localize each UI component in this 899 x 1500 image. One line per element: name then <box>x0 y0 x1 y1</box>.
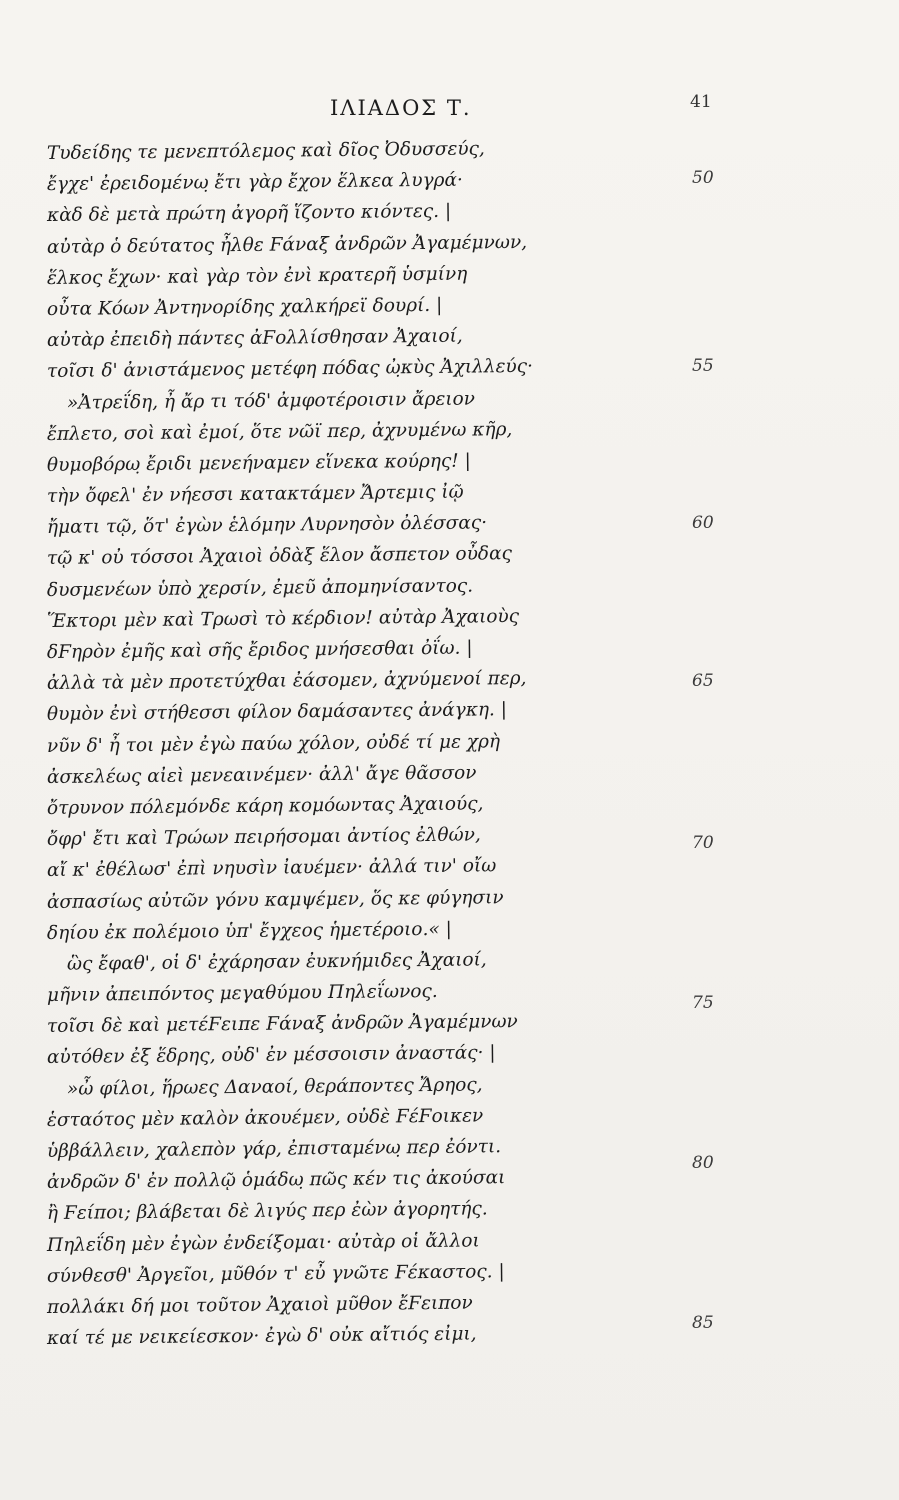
running-head-title: ΙΛΙΑΔΟΣ Τ. <box>330 96 472 120</box>
line-number: 75 <box>692 993 714 1013</box>
verse-line: ὄφρ' ἔτι καὶ Τρώων πειρήσομαι ἀντίος ἐλθών, <box>46 824 481 851</box>
verse-line: τοῖσι δ' ἀνιστάμενος μετέφη πόδας ὠ̣κὺς Ἀχιλλεύς· <box>46 356 534 383</box>
line-number: 55 <box>692 356 714 376</box>
page-number: 41 <box>690 92 712 112</box>
verse-line: Τυδείδης τε μενεπτόλεμος καὶ δῖος Ὀδυσσεύς, <box>46 138 485 164</box>
verse-line: ὑββάλλειν, χαλεπὸν γάρ, ἐπισταμένω̣ περ ἐόντι. <box>46 1136 502 1162</box>
verse-line: ἢ Ϝείποι; βλάβεται δὲ λιγύς περ ἐὼν ἀγορητής. <box>46 1198 488 1225</box>
verse-line: τῷ κ' οὐ τόσσοι Ἀχαιοὶ ὀδὰξ ἕλον ἄσπετον οὖδας <box>46 543 512 570</box>
verse-line: τὴν ὄφελ' ἐν νήεσσι κατακτάμεν Ἄρτεμις ἰῷ <box>46 481 464 508</box>
line-number: 65 <box>692 671 714 691</box>
verse-line: οὖτα Κόων Ἀντηνορίδης χαλκήρεϊ δουρί. | <box>46 294 443 320</box>
verse-line: τοῖσι δὲ καὶ μετέϜειπε Ϝάναξ ἀνδρῶν Ἀγαμέμνων <box>46 1011 518 1038</box>
verse-line: νῦν δ' ἦ τοι μὲν ἐγὼ παύω χόλον, οὐδέ τί με χρὴ <box>46 730 501 757</box>
verse-line: θυμοβόρω̣ ἔριδι μενεήναμεν εἵνεκα κούρης! | <box>46 450 471 476</box>
verse-line: ἔγχε' ἐρειδομένω̣ ἔτι γὰρ ἔχον ἕλκεα λυγρά· <box>46 169 463 196</box>
verse-line: ἔπλετο, σοὶ καὶ ἐμοί, ὅτε νῶϊ περ, ἀχνυμένω κῆρ, <box>46 418 513 445</box>
verse-line: ἑσταότος μὲν καλὸν ἀκουέμεν, οὐδὲ ϜέϜοικεν <box>46 1105 484 1131</box>
verse-line: ὄτρυνον πόλεμόνδε κάρη κομόωντας Ἀχαιούς, <box>46 793 484 819</box>
line-number: 50 <box>692 168 714 188</box>
verse-line: μῆνιν ἀπειπόντος μεγαθύμου Πηλεΐωνος. <box>46 980 438 1007</box>
verse-line: θυμὸν ἐνὶ στήθεσσι φίλον δαμάσαντες ἀνάγκη. | <box>46 699 508 726</box>
line-number: 85 <box>692 1313 714 1333</box>
line-number: 60 <box>692 513 714 533</box>
verse-line: Πηλεΐδη μὲν ἐγὼν ἐνδείξομαι· αὐτὰρ οἱ ἄλλοι <box>46 1230 480 1256</box>
verse-line: αἴ κ' ἐθέλωσ' ἐπὶ νηυσὶν ἰαυέμεν· ἀλλά τιν' οἴω <box>46 855 497 882</box>
line-number: 70 <box>692 833 714 853</box>
verse-line: κὰδ δὲ μετὰ πρώτη̣ ἀγορῆ̣ ἵζοντο κιόντες. | <box>46 201 452 227</box>
verse-line: ἀσπασίως αὐτῶν γόνυ καμψέμεν, ὅς κε φύγησιν <box>46 886 504 913</box>
line-number: 80 <box>692 1153 714 1173</box>
verse-line: »ὦ φίλοι, ἥρωες Δαναοί, θεράποντες Ἄρηος, <box>66 1074 483 1100</box>
verse-line: ἀλλὰ τὰ μὲν προτετύχθαι ἐάσομεν, ἀχνύμενοί περ, <box>46 668 527 695</box>
verse-line: ὣς ἔφαθ', οἱ δ' ἐχάρησαν ἐυκνήμιδες Ἀχαιοί, <box>66 949 487 975</box>
verse-line: σύνθεσθ' Ἀργεῖοι, μῦθόν τ' εὖ γνῶτε Ϝέκαστος. | <box>46 1260 505 1287</box>
verse-line: αὐτόθεν ἐξ ἕδρης, οὐδ' ἐν μέσσοισιν ἀναστάς· | <box>46 1042 496 1069</box>
verse-line: δϜηρὸν ἐμῆς καὶ σῆς ἔριδος μνήσεσθαι ὀΐω. | <box>46 637 473 663</box>
verse-line: »Ἀτρεΐδη, ἦ ἄρ τι τόδ' ἀμφοτέροισιν ἄρειον <box>66 388 476 414</box>
verse-line: ἀνδρῶν δ' ἐν πολλῷ ὁμάδω̣ πῶς κέν τις ἀκούσαι <box>46 1167 506 1194</box>
verse-line: πολλάκι δή μοι τοῦτον Ἀχαιοὶ μῦθον ἔϜειπον <box>46 1292 473 1318</box>
verse-line: ἀσκελέως αἰεὶ μενεαινέμεν· ἀλλ' ἄγε θᾶσσον <box>46 762 477 788</box>
verse-line: δυσμενέων ὑπὸ χερσίν, ἐμεῦ ἀπομηνίσαντος. <box>46 575 474 601</box>
verse-line: καί τέ με νεικείεσκον· ἐγὼ δ' οὐκ αἴτιός εἰμι, <box>46 1323 477 1350</box>
verse-line: αὐτὰρ ὁ δεύτατος ἦλθε Ϝάναξ ἀνδρῶν Ἀγαμέμνων, <box>46 231 528 258</box>
verse-line: δηίου ἐκ πολέμοιο ὑπ' ἔγχεος ἡμετέροιο.« | <box>46 918 452 944</box>
verse-line: αὐτὰρ ἐπειδὴ πάντες ἀϜολλίσθησαν Ἀχαιοί, <box>46 325 463 352</box>
verse-line: ἤματι τῷ, ὅτ' ἐγὼν ἑλόμην Λυρνησὸν ὀλέσσας· <box>46 512 488 539</box>
verse-line: Ἕκτορι μὲν καὶ Τρωσὶ τὸ κέρδιον! αὐτὰρ Ἀχαιοὺς <box>46 605 520 632</box>
verse-line: ἕλκος ἔχων· καὶ γὰρ τὸν ἐνὶ κρατερῆ̣ ὑσμίνη̣ <box>46 263 468 289</box>
